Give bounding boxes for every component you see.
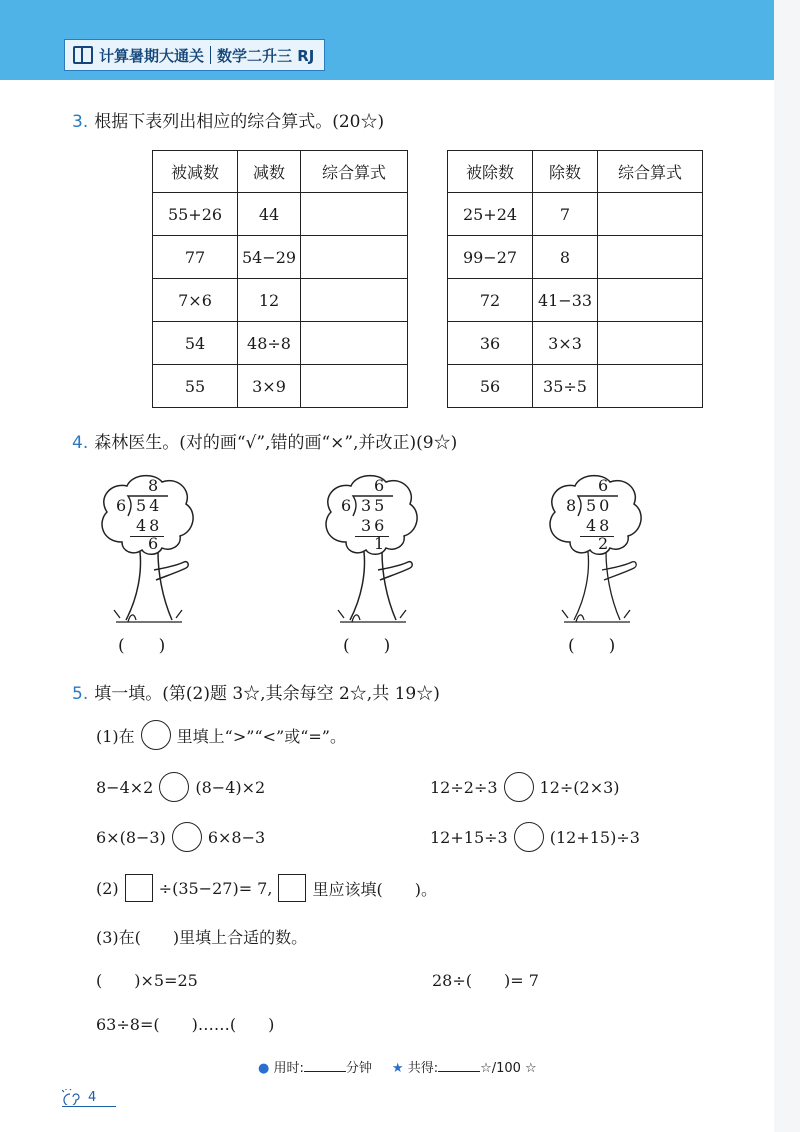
t2-cell: 8 — [533, 236, 598, 279]
q5-number: 5. — [72, 684, 89, 704]
t2-cell: 35÷5 — [533, 365, 598, 408]
remainder: 6 — [148, 534, 159, 553]
compare-circle-blank[interactable] — [504, 772, 534, 802]
fill-blank-equation[interactable]: 28÷( )= 7 — [432, 971, 539, 990]
subtraction-line — [130, 536, 164, 537]
square-blank[interactable] — [125, 874, 153, 902]
division-table — [447, 150, 703, 408]
t1-answer-cell[interactable] — [301, 365, 408, 408]
score-blank[interactable] — [438, 1071, 480, 1072]
judge-answer-blank[interactable]: ( ) — [343, 636, 391, 656]
part1-text: 里填上“>”“<”或“=”。 — [176, 726, 346, 746]
t1-answer-cell[interactable] — [301, 236, 408, 279]
t2-cell: 25+24 — [448, 193, 533, 236]
t2-header: 被除数 — [448, 151, 533, 193]
judge-answer-blank[interactable]: ( ) — [118, 636, 166, 656]
fill-blank-equation[interactable]: ( )×5=25 — [96, 971, 198, 990]
t2-cell: 41−33 — [533, 279, 598, 322]
t2-answer-cell[interactable] — [598, 365, 703, 408]
score-label: 共得: — [407, 1061, 439, 1076]
part2-text[interactable]: 里应该填( )。 — [312, 879, 437, 899]
remainder: 1 — [374, 534, 385, 553]
compare-right: (12+15)÷3 — [549, 827, 640, 847]
t2-answer-cell[interactable] — [598, 279, 703, 322]
square-blank-ref — [278, 874, 306, 902]
t1-cell: 55+26 — [153, 193, 238, 236]
t2-cell: 99−27 — [448, 236, 533, 279]
t1-cell: 54−29 — [238, 236, 301, 279]
compare-left: 12÷2÷3 — [430, 777, 498, 797]
time-field — [258, 1057, 372, 1076]
q4-text: 森林医生。(对的画“√”,错的画“×”,并改正)(9☆) — [94, 433, 458, 453]
compare-row — [430, 772, 620, 802]
page-number-underline — [62, 1106, 116, 1107]
part2-equation: ÷(35−27)= 7, — [158, 878, 273, 898]
time-blank[interactable] — [304, 1071, 346, 1072]
compare-left: 12+15÷3 — [430, 827, 508, 847]
t2-cell: 7 — [533, 193, 598, 236]
compare-circle-blank[interactable] — [172, 822, 202, 852]
product: 36 — [361, 516, 388, 535]
dividend: 35 — [361, 496, 388, 515]
footer-score — [258, 1057, 537, 1076]
dividend: 50 — [586, 496, 613, 515]
t2-answer-cell[interactable] — [598, 236, 703, 279]
q5-part3-instruction: (3)在( )里填上合适的数。 — [96, 928, 308, 947]
subtraction-table — [152, 150, 408, 408]
judge-answer-blank[interactable]: ( ) — [568, 636, 616, 656]
compare-left: 6×(8−3) — [96, 827, 166, 847]
t1-cell: 12 — [238, 279, 301, 322]
divisor: 6 — [116, 496, 127, 515]
quotient: 6 — [598, 476, 609, 495]
score-unit: ☆/100 ☆ — [480, 1061, 537, 1076]
compare-right: (8−4)×2 — [195, 777, 266, 797]
subject-name: 数学二升三 RJ — [217, 46, 315, 65]
compare-row — [96, 822, 265, 852]
part1-label: (1)在 — [96, 726, 135, 746]
t1-header: 被减数 — [153, 151, 238, 193]
t2-cell: 72 — [448, 279, 533, 322]
q4-title — [72, 428, 457, 453]
q3-title — [72, 107, 384, 132]
circle-blank-example — [141, 720, 171, 750]
t1-answer-cell[interactable] — [301, 279, 408, 322]
remainder: 2 — [598, 534, 609, 553]
compare-circle-blank[interactable] — [159, 772, 189, 802]
page-number — [62, 1089, 96, 1105]
t2-cell: 36 — [448, 322, 533, 365]
compare-circle-blank[interactable] — [514, 822, 544, 852]
time-unit: 分钟 — [345, 1061, 372, 1076]
q5-title — [72, 679, 440, 704]
t1-cell: 7×6 — [153, 279, 238, 322]
t2-cell: 56 — [448, 365, 533, 408]
dividend: 54 — [136, 496, 163, 515]
q4-number: 4. — [72, 433, 89, 453]
t1-cell: 48÷8 — [238, 322, 301, 365]
fill-blank-equation[interactable]: 63÷8=( )……( ) — [96, 1015, 275, 1034]
divisor: 6 — [341, 496, 352, 515]
quotient: 6 — [374, 476, 385, 495]
t1-answer-cell[interactable] — [301, 322, 408, 365]
t2-answer-cell[interactable] — [598, 322, 703, 365]
clock-icon: ● — [258, 1061, 270, 1076]
q5-part1-instruction — [96, 720, 346, 750]
t1-header: 综合算式 — [301, 151, 408, 193]
t1-cell: 77 — [153, 236, 238, 279]
t1-cell: 3×9 — [238, 365, 301, 408]
quotient: 8 — [148, 476, 159, 495]
t1-header: 减数 — [238, 151, 301, 193]
subtraction-line — [580, 536, 614, 537]
q3-text: 根据下表列出相应的综合算式。(20☆) — [94, 112, 385, 132]
title-divider — [210, 46, 211, 64]
compare-right: 12÷(2×3) — [539, 777, 620, 797]
q5-text: 填一填。(第(2)题 3☆,其余每空 2☆,共 19☆) — [94, 684, 440, 704]
t2-cell: 3×3 — [533, 322, 598, 365]
product: 48 — [136, 516, 163, 535]
compare-left: 8−4×2 — [96, 777, 154, 797]
t2-answer-cell[interactable] — [598, 193, 703, 236]
star-icon: ★ — [391, 1061, 404, 1076]
divisor: 8 — [566, 496, 577, 515]
series-name: 计算暑期大通关 — [99, 46, 205, 65]
q3-number: 3. — [72, 112, 89, 132]
swirl-icon — [62, 1089, 84, 1105]
product: 48 — [586, 516, 613, 535]
t2-header: 除数 — [533, 151, 598, 193]
compare-row — [96, 772, 265, 802]
compare-row — [430, 822, 640, 852]
t1-cell: 44 — [238, 193, 301, 236]
time-label: 用时: — [273, 1061, 304, 1076]
page-edge — [774, 0, 800, 1132]
t1-cell: 55 — [153, 365, 238, 408]
q5-part2 — [96, 874, 437, 902]
page-number-text: 4 — [88, 1089, 97, 1105]
series-title — [64, 39, 325, 71]
t1-cell: 54 — [153, 322, 238, 365]
book-icon — [73, 46, 93, 64]
t2-header: 综合算式 — [598, 151, 703, 193]
compare-right: 6×8−3 — [207, 827, 266, 847]
score-field — [392, 1057, 537, 1076]
part2-label: (2) — [96, 878, 119, 898]
t1-answer-cell[interactable] — [301, 193, 408, 236]
